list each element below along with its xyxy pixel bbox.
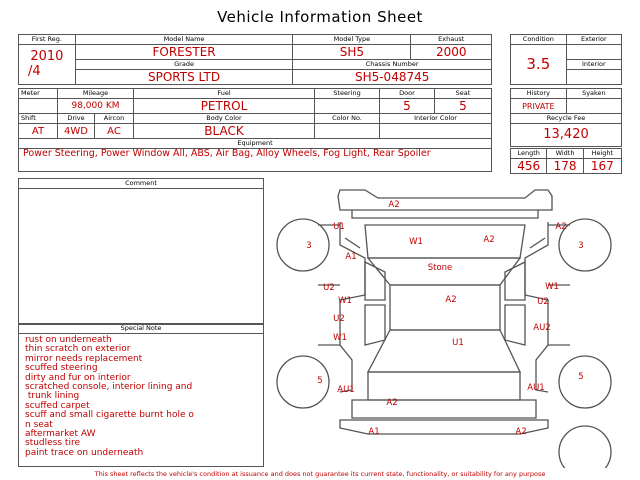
damage-mark: 3 [306, 241, 312, 251]
damage-mark: AU2 [533, 323, 551, 333]
drive-label: Drive [58, 114, 94, 124]
spare-wheel-icon [559, 426, 611, 468]
condition-table [510, 34, 622, 85]
note-line: dirty and fur on interior [25, 372, 131, 383]
damage-mark: W1 [545, 282, 559, 292]
width-value: 178 [553, 159, 577, 173]
history-cell [511, 89, 567, 114]
model-name-cell [75, 35, 293, 60]
chassis-number-label: Chassis Number [293, 60, 491, 70]
recycle-fee-cell [511, 114, 622, 147]
width-label: Width [547, 149, 582, 159]
note-line: paint trace on underneath [25, 447, 144, 458]
chassis-number-value: SH5-048745 [354, 70, 430, 84]
history-label: History [511, 89, 566, 99]
mileage-value: 98,000 KM [71, 101, 120, 111]
color-no-label: Color No. [315, 114, 379, 124]
sheet-title: Vehicle Information Sheet [217, 8, 423, 26]
fuel-label: Fuel [134, 89, 314, 99]
damage-mark: 5 [578, 372, 584, 382]
damage-mark: AU1 [527, 383, 545, 393]
exhaust-label: Exhaust [411, 35, 491, 45]
damage-marks [306, 200, 583, 437]
comment-label: Comment [19, 179, 263, 189]
fuel-cell [134, 89, 315, 114]
door-cell [380, 89, 435, 114]
first-reg-label: First Reg. [19, 35, 75, 45]
chassis-number-cell [293, 60, 492, 85]
damage-mark: A2 [555, 222, 567, 232]
damage-mark: Stone [427, 263, 453, 273]
damage-mark: A2 [515, 427, 527, 437]
damage-mark: A2 [386, 398, 398, 408]
recycle-fee-label: Recycle Fee [511, 114, 621, 124]
vehicle-id-table [18, 34, 492, 85]
rear-right-wheel-icon [559, 356, 611, 408]
damage-mark: A2 [483, 235, 495, 245]
note-line: studless tire [25, 438, 80, 449]
exterior-interior-cell [566, 35, 621, 85]
condition-value: 3.5 [526, 55, 551, 73]
door-value: 5 [403, 99, 411, 113]
body-color-cell [134, 114, 315, 139]
shift-cell [19, 114, 58, 139]
first-reg-year: 2010 [30, 49, 64, 64]
aircon-label: Aircon [95, 114, 133, 124]
history-value: PRIVATE [522, 102, 555, 111]
shift-label: Shift [19, 114, 57, 124]
grade-value: SPORTS LTD [147, 70, 221, 84]
equipment-cell [19, 139, 492, 172]
aircon-value: AC [107, 126, 121, 137]
damage-mark: A1 [345, 252, 357, 262]
interior-color-cell [380, 114, 492, 139]
front-right-wheel-icon [559, 219, 611, 271]
damage-mark: W1 [333, 333, 347, 343]
exterior-label: Exterior [567, 35, 621, 45]
note-line: scuff and small cigarette burnt hole o [25, 410, 194, 421]
wheels [277, 219, 611, 468]
model-type-value: SH5 [339, 45, 365, 59]
meter-label: Meter [19, 89, 57, 99]
shift-value: AT [31, 126, 45, 137]
damage-mark: U2 [537, 297, 549, 307]
dimensions-table [510, 148, 622, 174]
special-note-box [18, 323, 264, 467]
model-name-label: Model Name [76, 35, 293, 45]
car-damage-diagram [265, 178, 635, 468]
damage-mark: W1 [409, 237, 423, 247]
width-cell [547, 149, 583, 174]
seat-label: Seat [435, 89, 491, 99]
comment-box [18, 178, 264, 325]
first-reg-cell [19, 35, 76, 85]
damage-mark: AU1 [337, 385, 355, 395]
height-label: Height [584, 149, 621, 159]
first-reg-month: /4 [28, 64, 41, 79]
seat-value: 5 [459, 99, 467, 113]
meter-cell [19, 89, 58, 114]
damage-mark: U1 [452, 338, 464, 348]
note-line: scuffed steering [25, 363, 98, 374]
damage-mark: A2 [445, 295, 457, 305]
grade-cell [75, 60, 293, 85]
condition-cell [511, 35, 567, 85]
syaken-cell [566, 89, 621, 114]
model-type-label: Model Type [293, 35, 410, 45]
damage-mark: U2 [333, 314, 345, 324]
length-value: 456 [517, 159, 541, 173]
note-line: trunk lining [25, 391, 80, 402]
note-line: scratched console, interior lining and [25, 382, 193, 393]
note-line: rust on underneath [25, 335, 112, 345]
syaken-label: Syaken [567, 89, 621, 99]
damage-mark: W1 [338, 296, 352, 306]
mileage-label: Mileage [58, 89, 133, 99]
note-line: aftermarket AW [25, 429, 96, 440]
damage-mark: 5 [317, 376, 323, 386]
history-table [510, 88, 622, 147]
car-outline [318, 190, 570, 434]
special-note-list [19, 334, 263, 458]
damage-mark: 3 [578, 241, 584, 251]
exterior-value [567, 45, 621, 59]
interior-value [567, 70, 621, 84]
aircon-cell [95, 114, 134, 139]
recycle-fee-value: 13,420 [543, 127, 589, 142]
interior-label: Interior [567, 59, 621, 70]
drive-value: 4WD [64, 126, 88, 137]
note-line: scuffed carpet [25, 400, 90, 411]
note-line: mirror needs replacement [25, 353, 143, 364]
seat-cell [435, 89, 492, 114]
vehicle-spec-table [18, 88, 492, 172]
damage-mark: A2 [388, 200, 400, 210]
steering-label: Steering [315, 89, 379, 99]
body-color-value: BLACK [204, 124, 244, 138]
length-label: Length [511, 149, 546, 159]
equipment-value: Power Steering, Power Window All, ABS, Air Bag, Alloy Wheels, Fog Light, Rear Spoiler [23, 148, 431, 159]
drive-cell [58, 114, 95, 139]
exhaust-cell [411, 35, 492, 60]
grade-label: Grade [76, 60, 293, 70]
height-value: 167 [590, 159, 614, 173]
note-line: n seat [25, 419, 53, 430]
disclaimer-footer: This sheet reflects the vehicle's condition at issuance and does not guarantee its current state, functionality, or suitability for any purpose [94, 470, 546, 478]
equipment-label: Equipment [19, 139, 491, 149]
color-no-cell [315, 114, 380, 139]
damage-mark: U1 [333, 222, 345, 232]
condition-label: Condition [511, 35, 566, 45]
damage-mark: U2 [323, 283, 335, 293]
model-type-cell [293, 35, 411, 60]
note-line: thin scratch on exterior [25, 344, 131, 355]
height-cell [583, 149, 621, 174]
damage-mark: A1 [368, 427, 380, 437]
length-cell [511, 149, 547, 174]
body-color-label: Body Color [134, 114, 314, 124]
door-label: Door [380, 89, 434, 99]
steering-cell [315, 89, 380, 114]
model-name-value: FORESTER [152, 45, 216, 59]
interior-color-label: Interior Color [380, 114, 491, 124]
mileage-cell [58, 89, 134, 114]
special-note-label: Special Note [19, 324, 263, 334]
exhaust-value: 2000 [435, 45, 467, 59]
fuel-value: PETROL [200, 99, 248, 113]
front-left-wheel-icon [277, 219, 329, 271]
